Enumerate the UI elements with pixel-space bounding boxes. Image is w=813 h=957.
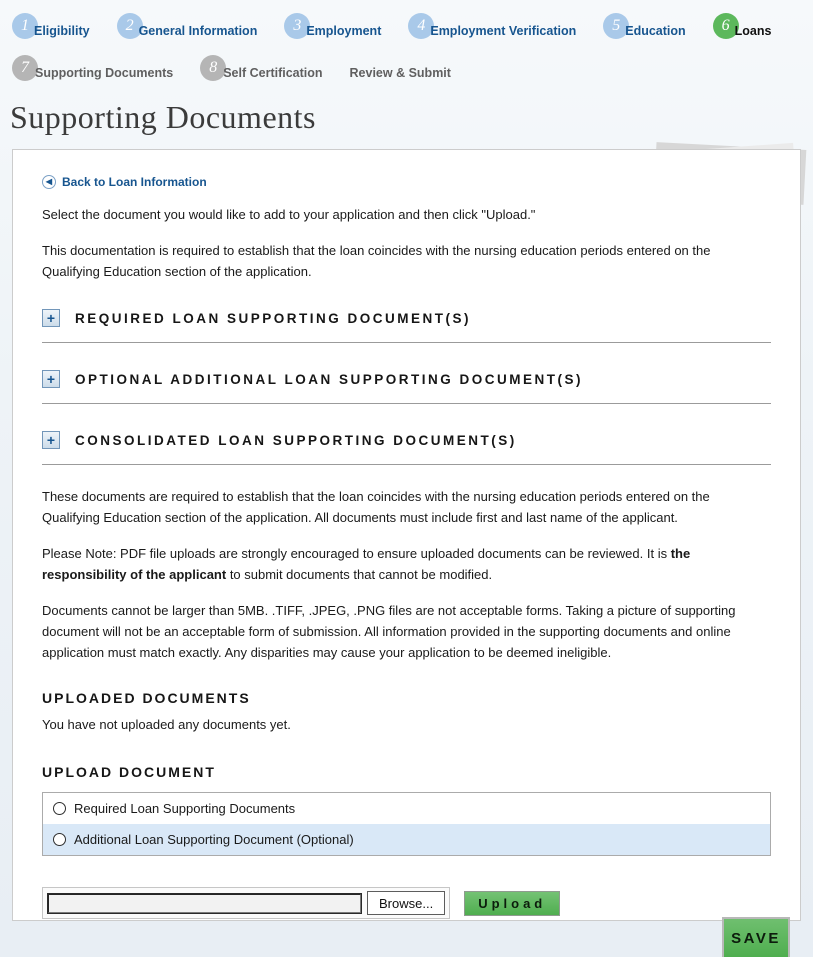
option-label: Required Loan Supporting Documents	[74, 801, 296, 816]
uploaded-documents-empty-message: You have not uploaded any documents yet.	[42, 717, 291, 732]
section-optional-additional-documents	[42, 370, 771, 404]
option-label: Additional Loan Supporting Document (Optional)	[74, 832, 354, 847]
radio-button-icon[interactable]	[53, 833, 66, 846]
wizard-stepper	[0, 0, 813, 81]
section-header	[42, 431, 771, 449]
stepper-row-1	[12, 13, 813, 39]
file-upload-row	[42, 887, 771, 919]
notes-p2-text: to submit documents that cannot be modified.	[226, 567, 493, 582]
page-title: Supporting Documents	[10, 99, 316, 135]
back-to-loan-information-link[interactable]	[42, 175, 207, 189]
step-number-circle: 4	[408, 13, 434, 39]
step-education[interactable]	[603, 13, 685, 39]
step-number-circle: 3	[284, 13, 310, 39]
section-header	[42, 370, 771, 388]
step-label: Employment	[306, 24, 382, 38]
step-employment[interactable]	[284, 13, 381, 39]
upload-option-list	[42, 792, 771, 856]
back-arrow-icon: ◀	[42, 175, 56, 189]
intro-paragraph-1: Select the document you would like to add to your application and then click "Upload."	[42, 207, 536, 222]
save-button[interactable]: SAVE	[722, 917, 790, 957]
file-input-control	[42, 887, 450, 919]
uploaded-documents-heading: UPLOADED DOCUMENTS	[42, 690, 251, 706]
step-label: General Information	[138, 24, 258, 38]
upload-button[interactable]: Upload	[464, 891, 560, 916]
step-label: Self Certification	[223, 66, 323, 80]
section-title: CONSOLIDATED LOAN SUPPORTING DOCUMENT(S)	[75, 432, 517, 448]
step-number-circle: 5	[603, 13, 629, 39]
section-divider	[42, 403, 771, 404]
step-label: Eligibility	[34, 24, 90, 38]
browse-button[interactable]: Browse...	[367, 891, 445, 915]
step-loans-active[interactable]	[713, 13, 772, 39]
step-number-circle: 1	[12, 13, 38, 39]
section-divider	[42, 464, 771, 465]
file-path-input[interactable]	[47, 893, 362, 914]
notes-paragraph-1: These documents are required to establish that the loan coincides with the nursing education periods entered on the Qualifying Education section of the application. All documents must include first and last name of the applicant.	[42, 489, 710, 525]
step-number-circle: 6	[713, 13, 739, 39]
step-label: Supporting Documents	[35, 66, 174, 80]
section-divider	[42, 342, 771, 343]
section-title: REQUIRED LOAN SUPPORTING DOCUMENT(S)	[75, 310, 472, 326]
notes-paragraph-2	[42, 543, 771, 585]
step-number-circle: 2	[117, 13, 143, 39]
step-review-submit[interactable]	[350, 66, 451, 81]
upload-document-heading: UPLOAD DOCUMENT	[42, 764, 216, 780]
section-required-loan-documents	[42, 309, 771, 343]
step-supporting-documents[interactable]	[12, 55, 173, 81]
expand-plus-icon[interactable]: +	[42, 370, 60, 388]
step-label: Employment Verification	[430, 24, 577, 38]
step-label: Education	[625, 24, 686, 38]
notes-paragraph-3: Documents cannot be larger than 5MB. .TIFF, .JPEG, .PNG files are not acceptable forms. Taking a picture of supporting document will not be an acceptable form of submission. All information provided in the supporting documents and online application must match exactly. Any disparities may cause your application to be deemed ineligible.	[42, 603, 736, 660]
back-link-label: Back to Loan Information	[62, 174, 207, 189]
step-label: Review & Submit	[349, 66, 451, 80]
option-required-loan-documents[interactable]	[43, 793, 770, 824]
notes-p2-bold: the responsibility of the applicant	[42, 546, 691, 582]
stepper-row-2	[12, 55, 813, 81]
step-eligibility[interactable]	[12, 13, 90, 39]
section-title: OPTIONAL ADDITIONAL LOAN SUPPORTING DOCUMENT(S)	[75, 371, 583, 387]
step-number-circle: 7	[12, 55, 38, 81]
notes-p2-text: Please Note: PDF file uploads are strongly encouraged to ensure uploaded documents can be reviewed. It is	[42, 546, 671, 561]
step-label: Loans	[734, 24, 772, 38]
step-general-information[interactable]	[117, 13, 258, 39]
expand-plus-icon[interactable]: +	[42, 431, 60, 449]
section-consolidated-loan-documents	[42, 431, 771, 465]
option-additional-loan-document[interactable]	[43, 824, 770, 855]
intro-paragraph-2: This documentation is required to establish that the loan coincides with the nursing education periods entered on the Qualifying Education section of the application.	[42, 243, 711, 279]
step-number-circle: 8	[200, 55, 226, 81]
step-self-certification[interactable]	[200, 55, 322, 81]
step-employment-verification[interactable]	[408, 13, 576, 39]
supporting-documents-panel	[12, 149, 801, 921]
expand-plus-icon[interactable]: +	[42, 309, 60, 327]
radio-button-icon[interactable]	[53, 802, 66, 815]
section-header	[42, 309, 771, 327]
